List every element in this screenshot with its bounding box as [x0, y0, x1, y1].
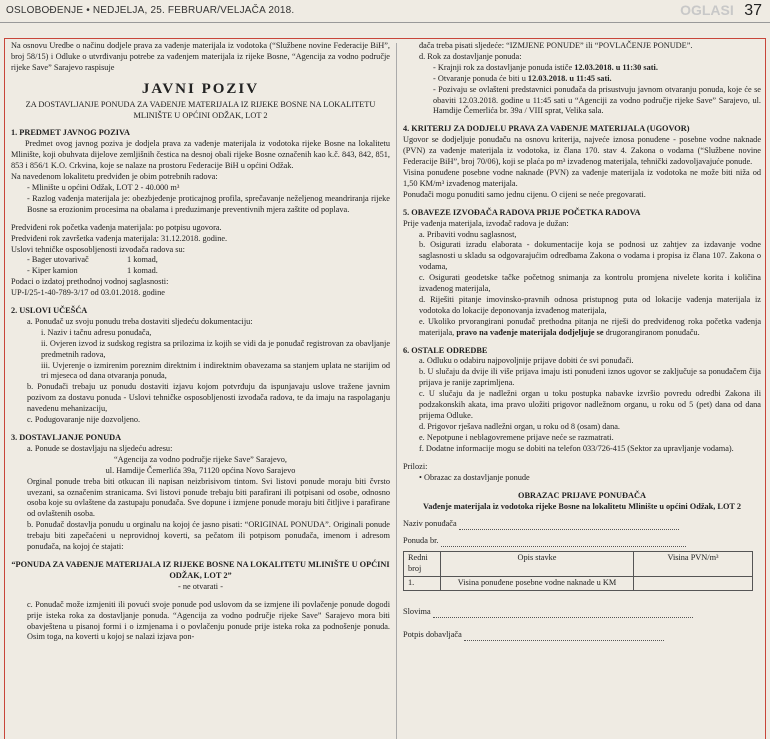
bidder-name-line: Naziv ponuđača: [403, 519, 761, 530]
obligation-e: e. Ukoliko prvorangirani ponuđač prethodna pitanja ne riješi do predviđenog roka početka vađenja materijala, pravo na vađenje materijala dodjeljuje se drugorangiranom ponuđaču.: [419, 316, 761, 337]
provision-f: f. Dodatne informacije mogu se dobiti na telefon 033/726-415 (Sektor za upravljanje vodama).: [419, 443, 734, 453]
end-deadline: Predviđeni rok završetka vađenja materijala: 31.12.2018. godine.: [11, 233, 228, 243]
in-words-line: Slovima: [403, 607, 761, 618]
condition-i: i. Naziv i tačnu adresu ponuđača,: [41, 327, 152, 337]
condition-b: b. Ponuđači trebaju uz ponudu dostaviti izjavu kojom potvrđuju da ispunjavaju uslove tražene javnim pozivom za dostavu ponuda - Uslovi tehničke osposobljenosti izvođača radova, te da imaju na raspolaganju navedenu mehanizaciju,: [27, 382, 390, 414]
table-cell: Visina ponuđene posebne vodne naknade u KM: [441, 576, 634, 590]
notice-title: JAVNI POZIV: [141, 80, 260, 97]
delivery-original-rules: Orginal ponude treba biti otkucan ili napisan neizbrisivom tintom. Svi listovi ponude moraju biti čvrsto uvezani, sa označenim stranicama. Svi listovi ponude trebaju biti parafirani ili potpisani od osobe, odnosno osoba koje su ovlaštene da zastupaju ponuđača. Sve dopune i izmjene ponude moraju biti čitljive i parafirane od ovlaštenih osoba.: [27, 476, 390, 519]
signature-blank: [464, 632, 664, 641]
form-title: OBRAZAC PRIJAVE PONUĐAČA: [518, 491, 646, 501]
section-5-heading: 5. OBAVEZE IZVOĐAČA RADOVA PRIJE POČETKA RADOVA: [403, 207, 641, 217]
section-1-scope: Na navedenom lokalitetu predviđen je obim potrebnih radova:: [11, 172, 218, 182]
condition-iii: iii. Uvjerenje o izmirenim poreznim direktnim i indirektnim obavezama sa stanjem uplata ne starijim od tri mjeseca od dana otvaranja ponuda,: [41, 360, 390, 381]
public-call-notice: [4, 38, 766, 739]
provision-d: d. Prigovor rješava nadležni organ, u roku od 8 (osam) dana.: [419, 421, 620, 431]
section-2-heading: 2. USLOVI UČEŠĆA: [11, 306, 88, 316]
obligation-c: c. Osigurati geodetske tačke početnog snimanja za kontrolu promjena nivelete korita i količina izvađenog materijala,: [419, 273, 761, 294]
section-3-heading: 3. DOSTAVLJANJE PONUDA: [11, 433, 122, 442]
condition-ii: ii. Ovjeren izvod iz sudskog registra sa prilozima iz kojih se vidi da je ponuđač registrovan za obavljanje predmetnih radova,: [41, 338, 390, 359]
opening-time: - Otvaranje ponuda će biti u 12.03.2018. u 11:45 sati.: [433, 73, 612, 83]
section-name: OGLASI: [680, 2, 734, 18]
agency-address-line-1: “Agencija za vodno područje rijeke Save” Sarajevo,: [113, 454, 287, 464]
table-header-cell: Visina PVN/m³: [634, 552, 753, 577]
form-subtitle: Vađenje materijala iz vodotoka rijeke Bosne na lokalitetu Mlinište u općini Odžak, LOT 2: [422, 502, 742, 512]
provision-a: a. Odluku o odabiru najpovoljnije prijave dobiti će svi ponuđači.: [419, 356, 634, 366]
delivery-a: a. Ponude se dostavljaju na sljedeću adresu:: [27, 443, 173, 453]
table-cell: 1.: [404, 576, 441, 590]
obligation-b: b. Osigurati izradu elaborata - dokumentacije koja se podnosi uz zahtjev za izdavanje vodne saglasnosti u skladu sa odgovarajućim odredbama Zakona o vodama i propisa iz člana 107. Zakona o vodama,: [419, 240, 761, 272]
condition-a: a. Ponuđač uz svoju ponudu treba dostaviti sljedeću dokumentaciju:: [27, 316, 253, 326]
delivery-b: b. Ponuđač dostavlja ponudu u orginalu na kojoj će jasno pisati: “ORIGINAL PONUDA”. Originali ponude trebaju biti zapečaćeni u neprovidnoj koverti, sa pečatom ili potpisom ponuđača, imenom i adresom ponuđača, na kojoj će stajati:: [27, 520, 390, 552]
condition-c: c. Podugovaranje nije dozvoljeno.: [27, 415, 141, 425]
offer-table: [403, 551, 753, 591]
scope-item-2: - Razlog vađenja materijala je: obezbjeđenje proticajnog profila, sprečavanje neželjenog meandriranja rijeke Bosne sa erozionim procesima na obalama i preduzimanje preventivnih mjera zaštite od poplava.: [27, 193, 390, 214]
scope-item-1: - Mlinište u općini Odžak, LOT 2 - 40.000 m³: [27, 182, 180, 192]
newspaper-date-line: OSLOBOĐENJE • NEDJELJA, 25. FEBRUAR/VELJAČA 2018.: [6, 5, 295, 16]
equipment-row: - Kiper kamion 1 komad.: [27, 266, 158, 276]
table-header-cell: Redni broj: [404, 552, 441, 577]
section-4-heading: 4. KRITERIJ ZA DODJELU PRAVA ZA VAĐENJE MATERIJALA (UGOVOR): [403, 124, 690, 134]
column-divider: [396, 43, 397, 739]
equipment-row: - Bager utovarivač 1 komad,: [27, 255, 158, 265]
section-1-heading: 1. PREDMET JAVNOG POZIVA: [11, 128, 130, 138]
obligation-d: d. Riješiti pitanje imovinsko-pravnih odnosa pristupnog puta od lokacije vađenja materijala iz vodotoka do lokacije deponovanja izvađenog materijala,: [419, 294, 761, 315]
offer-number-blank: [441, 538, 686, 547]
right-column: [403, 41, 761, 641]
intro-paragraph: Na osnovu Uredbe o načinu dodjele prava za vađenje materijala iz vodotoka (“Službene novine Federacije BiH”, broj 58/15) i Odluke o utvrđivanju potrebe za vađenjem materijala iz rijeke Bosne, “Agencija za vodno područje rijeke Save” Sarajevo raspisuje: [11, 41, 390, 72]
envelope-label: “PONUDA ZA VAĐENJE MATERIJALA IZ RIJEKE BOSNE NA LOKALITETU MLINIŠTE U OPĆINI ODŽAK, LOT 2”: [11, 559, 390, 580]
criteria-paragraph-1: Ugovor se dodjeljuje ponuđaču na osnovu kriterija, najveće iznosa ponuđene - posebne vodne naknade (PVN) za vađenje materijala iz vodotoka, iz člana 170. stav 4. Zakona o vodama (“Službene novine Federacije BiH”, broj 70/06), koji se plaća po m³ izvađenog materijala, tehnički zadovoljavajuće ponude.: [403, 135, 761, 167]
signature-line: Potpis dobavljača: [403, 630, 761, 641]
table-header-cell: Opis stavke: [441, 552, 634, 577]
obligations-intro: Prije vađenja materijala, izvođač radova je dužan:: [403, 218, 569, 228]
water-consent-number: UP-I/25-1-40-789-3/17 od 03.01.2018. godine: [11, 288, 165, 298]
page-header: [0, 0, 770, 23]
criteria-paragraph-2: Visina ponuđene posebne vodne naknade (PVN) za vađenje materijala iz vodotoka ne može biti niža od 1,50 KM/m³ izvađenog materijala.: [403, 167, 761, 188]
provision-b: b. U slučaju da dvije ili više prijava imaju isti ponuđeni iznos ugovor se zaključuje sa ponuđačem čija prijava je ranije zaprimljena.: [419, 367, 761, 388]
section-6-heading: 6. OSTALE ODREDBE: [403, 345, 488, 355]
section-1-paragraph: Predmet ovog javnog poziva je dodjela prava za vađenje materijala iz vodotoka rijeke Bosne na lokalitetu Mlinište, koji obuhvata dijelove zemljišnih čestica na desnoj obali rijeke Bosne označenih kao k.č. 843, 842, 851, 853 i 856/1 K.O. Crkvina, koje se nalaze na prostoru Federacije BiH u općini Odžak.: [11, 139, 390, 171]
table-cell: [634, 576, 753, 590]
page-number: 37: [744, 2, 762, 19]
in-words-blank: [433, 609, 693, 618]
do-not-open-label: - ne otvarati -: [178, 581, 223, 591]
start-deadline: Predviđeni rok početka vađenja materijala: po potpisu ugovora.: [11, 222, 222, 232]
section-label: [680, 2, 762, 20]
offer-number-line: Ponuda br.: [403, 536, 761, 547]
provision-c: c. U slučaju da je nadležni organ u toku postupka nabavke izvršio povredu odredbi Zakona ili podzakonskih akata, ima pravo uložiti prigovor nadležnom organu, u roku od 5 (pet) dana od dana prijema Odluke.: [419, 389, 761, 420]
notice-subtitle: ZA DOSTAVLJANJE PONUDA ZA VAĐENJE MATERIJALA IZ RIJEKE BOSNE NA LOKALITETU MLINIŠTE U OPĆINI ODŽAK, LOT 2: [25, 99, 376, 120]
delivery-c: c. Ponuđač može izmjeniti ili povući svoje ponude pod uslovom da se izmjene ili povlačenje ponude dogodi prije isteka roka za dostavljanje ponuda. “Agencija za vodno područje rijeke Save” Sarajevo mora biti obavještena u pisanoj formi i o izmjenama i o povlačenju ponude prije isteka roka za podnošenje ponuda. Osim toga, na koverti u kojoj se nalazi izjava pon-: [27, 599, 390, 642]
criteria-paragraph-3: Ponuđači mogu ponuditi samo jednu cijenu. O cijeni se neće pregovarati.: [403, 189, 646, 199]
left-column: [11, 41, 390, 643]
attachment-item: • Obrazac za dostavljanje ponude: [419, 472, 530, 482]
provision-e: e. Nepotpune i neblagovremene prijave neće se razmatrati.: [419, 432, 614, 442]
public-opening-invite: - Pozivaju se ovlašteni predstavnici ponuđača da prisustvuju javnom otvaranju ponuda, koje će se obaviti 12.03.2018. godine u 11:45 sati u “Agenciji za vodno područje rijeke Save” Sarajevo, ul. Hamdije Čemerlića br. 39a / VIII sprat, Velika sala.: [433, 84, 761, 116]
submission-deadline: - Krajnji rok za dostavljanje ponuda ističe 12.03.2018. u 11:30 sati.: [433, 62, 658, 72]
attachments-label: Prilozi:: [403, 461, 428, 471]
delivery-d: d. Rok za dostavljanje ponuda:: [419, 51, 522, 61]
delivery-c-continued: đača treba pisati sljedeće: “IZMJENE PONUDE” ili “POVLAČENJE PONUDE”.: [419, 41, 693, 50]
bidder-name-blank: [459, 521, 679, 530]
technical-conditions: Uslovi tehničke osposobljenosti izvođača radova su:: [11, 244, 185, 254]
obligation-a: a. Pribaviti vodnu saglasnost,: [419, 229, 517, 239]
agency-address-line-2: ul. Hamdije Čemerlića 39a, 71120 općina Novo Sarajevo: [105, 465, 296, 475]
water-consent-info: Podaci o izdatoj prethodnoj vodnoj saglasnosti:: [11, 277, 169, 287]
